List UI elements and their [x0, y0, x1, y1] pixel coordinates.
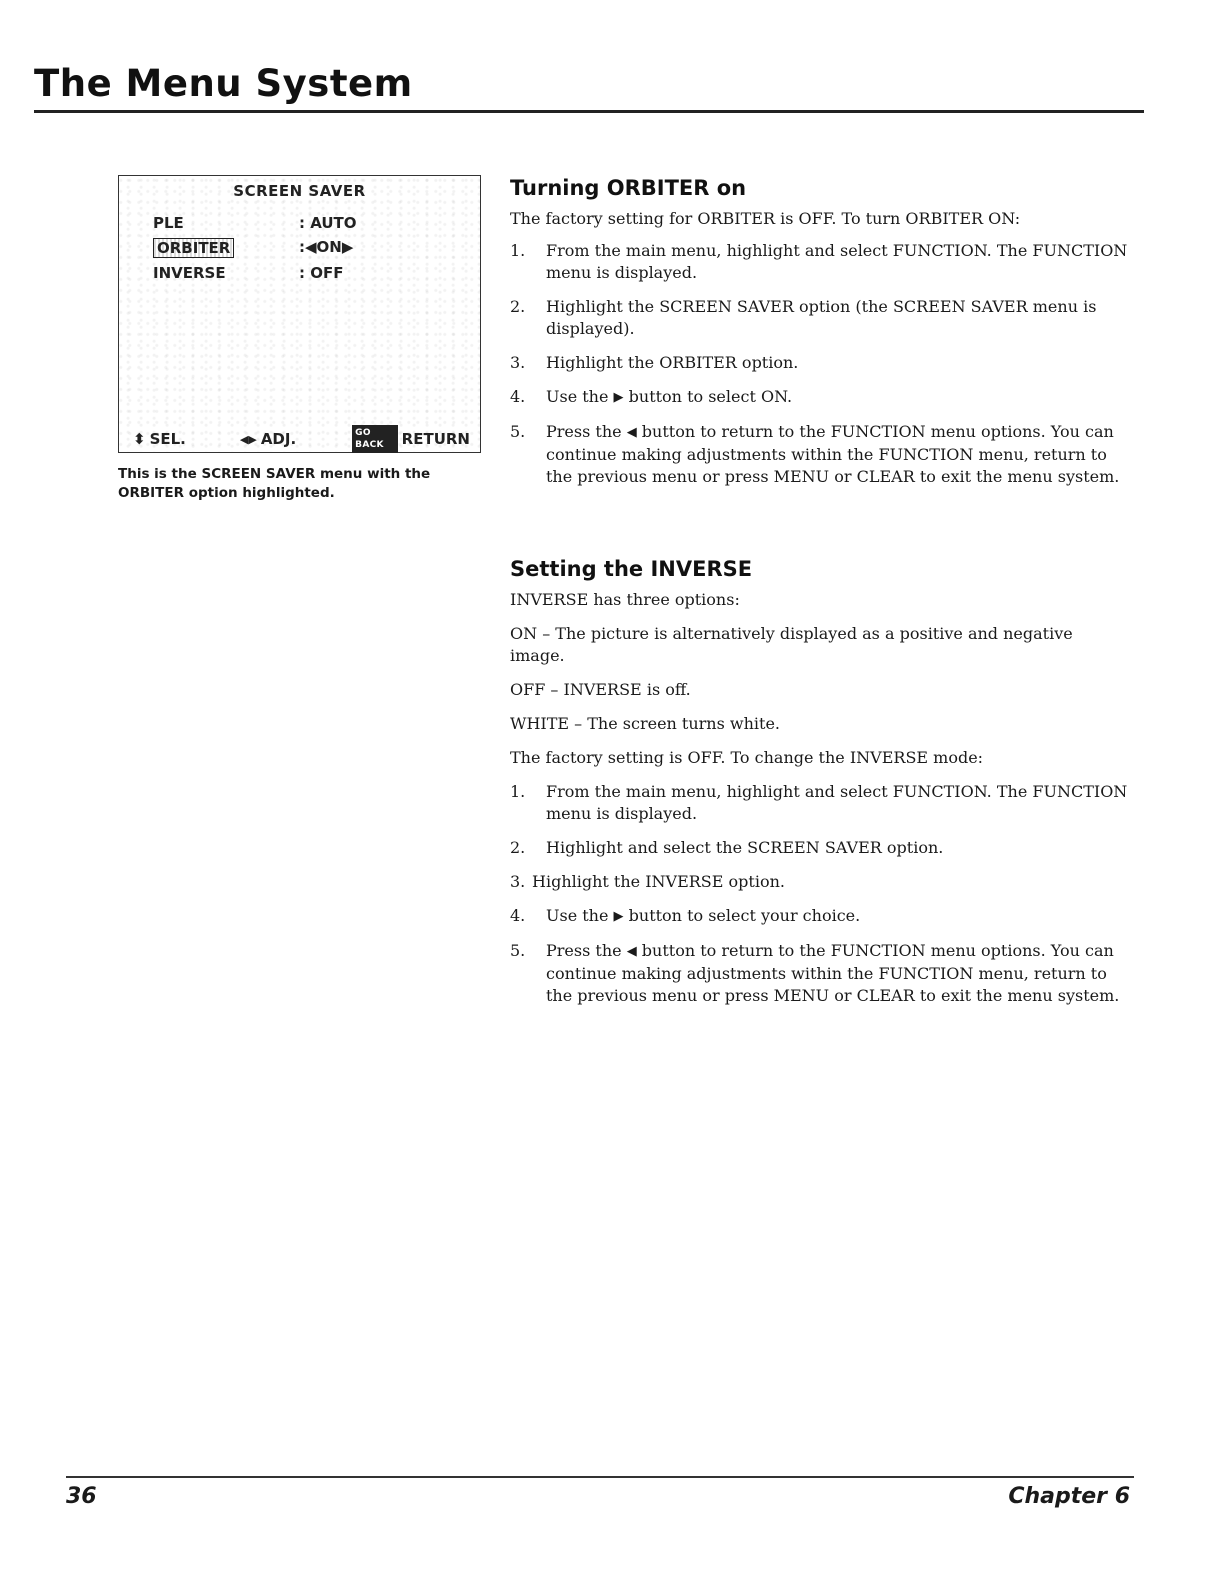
footer-adj: ◀▶ ADJ.: [239, 430, 297, 448]
menu-row-ple: [153, 214, 453, 234]
menu-footer: [133, 429, 470, 449]
list-item: 2. Highlight the SCREEN SAVER option (the SCREEN SAVER menu is displayed).: [510, 297, 1097, 338]
title-rule: [34, 110, 1144, 113]
list-item: 1. From the main menu, highlight and select FUNCTION. The FUNCTION menu is displayed.: [510, 241, 1128, 282]
menu-row-label-highlighted: ORBITER: [153, 238, 234, 258]
page-number: 36: [66, 1484, 97, 1509]
option-item: ON – The picture is alternatively displayed as a positive and negative image.: [510, 624, 1073, 665]
left-arrow-icon: ◀: [626, 425, 637, 440]
menu-row-inverse: [153, 264, 453, 284]
left-arrow-icon: ◀: [626, 944, 637, 959]
chapter-label: Chapter 6: [1008, 1484, 1130, 1509]
list-item: 5. Press the ◀ button to return to the FUNCTION menu options. You can continue making adjustments within the FUNCTION menu, return to the previous menu or press MENU or CLEAR to exit the menu system.: [510, 941, 1120, 1005]
option-item: WHITE – The screen turns white.: [510, 714, 781, 733]
footer-sel: ⬍ SEL.: [133, 430, 186, 448]
orbiter-section: [510, 176, 1130, 488]
section-heading: Turning ORBITER on: [510, 176, 747, 200]
list-item: 4. Use the ▶ button to select ON.: [510, 387, 793, 406]
page-title: The Menu System: [34, 62, 413, 105]
paragraph: INVERSE has three options:: [510, 590, 740, 609]
list-item: 4. Use the ▶ button to select your choice.: [510, 906, 861, 925]
go-back-key-icon: GO BACK: [352, 425, 398, 453]
list-item: 2. Highlight and select the SCREEN SAVER option.: [510, 838, 944, 857]
menu-title: SCREEN SAVER: [233, 182, 366, 200]
inverse-section: [510, 557, 1130, 1007]
menu-row-value: : OFF: [299, 264, 344, 282]
menu-row-value: :◀ON▶: [299, 238, 354, 256]
footer-return: GO BACK RETURN: [352, 425, 470, 453]
left-arrow-icon: ◀: [305, 238, 317, 256]
option-item: OFF – INVERSE is off.: [510, 680, 691, 699]
footer-rule: [66, 1476, 1134, 1478]
figure-caption: This is the SCREEN SAVER menu with the ORBITER option highlighted.: [118, 466, 431, 501]
right-arrow-icon: ▶: [613, 909, 624, 924]
up-down-arrow-icon: ⬍: [133, 430, 146, 448]
paragraph: The factory setting for ORBITER is OFF. To turn ORBITER ON:: [510, 209, 1021, 228]
screen-saver-menu: [118, 175, 481, 453]
list-item: 1. From the main menu, highlight and select FUNCTION. The FUNCTION menu is displayed.: [510, 782, 1128, 823]
list-item: 5. Press the ◀ button to return to the FUNCTION menu options. You can continue making adjustments within the FUNCTION menu, return to the previous menu or press MENU or CLEAR to exit the menu system.: [510, 422, 1120, 486]
left-right-arrow-icon: ◀▶: [239, 432, 257, 446]
right-arrow-icon: ▶: [613, 390, 624, 405]
right-arrow-icon: ▶: [341, 238, 354, 256]
menu-row-label: INVERSE: [153, 264, 226, 282]
list-item: 3. Highlight the ORBITER option.: [510, 353, 799, 372]
menu-row-value: : AUTO: [299, 214, 357, 232]
list-item: 3. Highlight the INVERSE option.: [510, 872, 785, 891]
section-heading: Setting the INVERSE: [510, 557, 753, 581]
paragraph: The factory setting is OFF. To change the INVERSE mode:: [510, 748, 984, 767]
menu-row-orbiter: [153, 238, 453, 258]
menu-row-label: PLE: [153, 214, 184, 232]
